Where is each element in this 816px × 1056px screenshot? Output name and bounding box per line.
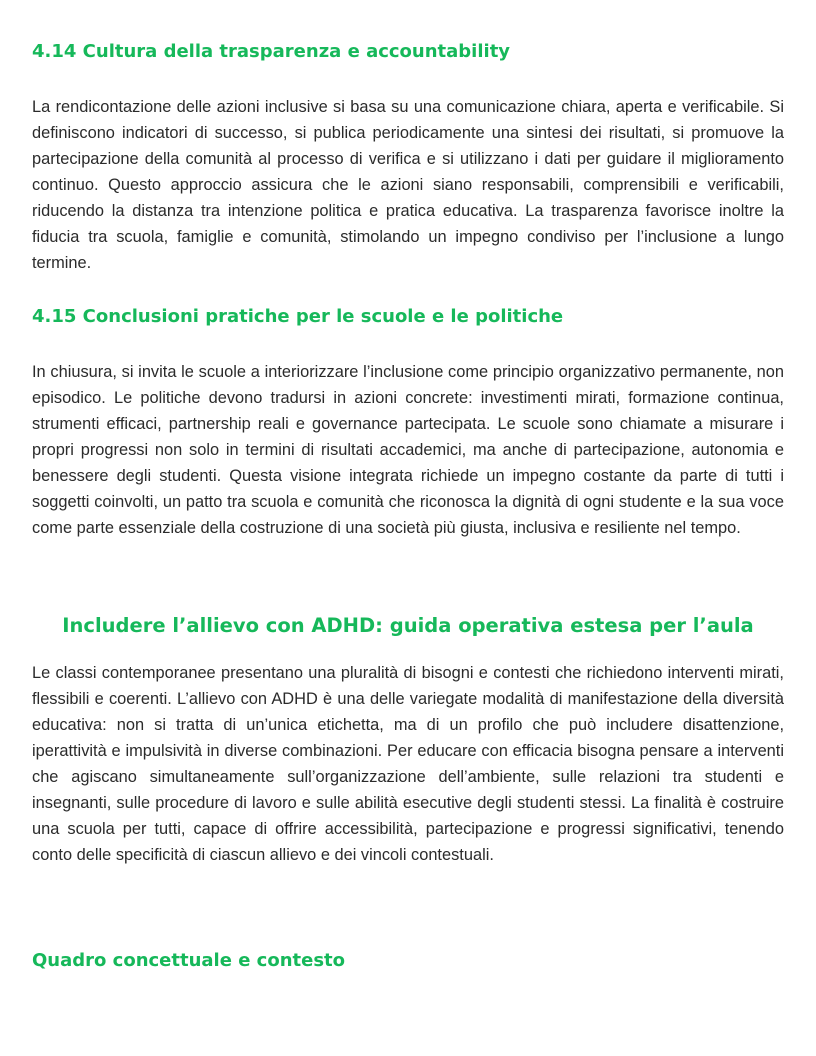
section-paragraph-4-14: La rendicontazione delle azioni inclusive si basa su una comunicazione chiara, aperta e verificabile. Si definiscono indicatori di successo, si publica periodicamente una sintesi dei risultati, si promuove la partecipazione della comunità al processo di verifica e si utilizzano i dati per guidare il miglioramento continuo. Questo approccio assicura che le azioni siano responsabili, comprensibili e verificabili, riducendo la distanza tra intenzione politica e pratica educativa. La trasparenza favorisce inoltre la fiducia tra scuola, famiglie e comunità, stimolando un impegno condiviso per l’inclusione a lungo termine. [32, 98, 784, 272]
section-heading-4-15: 4.15 Conclusioni pratiche per le scuole e le politiche [32, 306, 564, 327]
chapter-title-adhd: Includere l’allievo con ADHD: guida operativa estesa per l’aula [62, 614, 754, 637]
section-heading-4-14: 4.14 Cultura della trasparenza e accountability [32, 41, 511, 62]
section-paragraph-4-15: In chiusura, si invita le scuole a interiorizzare l’inclusione come principio organizzativo permanente, non episodico. Le politiche devono tradursi in azioni concrete: investimenti mirati, formazione continua, strumenti efficaci, partnership reali e governance partecipata. Le scuole sono chiamate a misurare i propri progressi non solo in termini di risultati accademici, ma anche di partecipazione, autonomia e benessere degli studenti. Questa visione integrata richiede un impegno costante da parte di tutti i soggetti coinvolti, un patto tra scuola e comunità che riconosca la dignità di ogni studente e la sua voce come parte essenziale della costruzione di una società più giusta, inclusiva e resiliente nel tempo. [32, 363, 784, 537]
section-heading-quadro: Quadro concettuale e contesto [32, 950, 346, 971]
chapter-intro-paragraph: Le classi contemporanee presentano una pluralità di bisogni e contesti che richiedono interventi mirati, flessibili e coerenti. L’allievo con ADHD è una delle variegate modalità di manifestazione della diversità educativa: non si tratta di un’unica etichetta, ma di un profilo che può includere disattenzione, iperattività e impulsività in diverse combinazioni. Per educare con efficacia bisogna pensare a interventi che agiscano simultaneamente sull’organizzazione dell’ambiente, sulle relazioni tra studenti e insegnanti, sulle procedure di lavoro e sulle abilità esecutive degli studenti stessi. La finalità è costruire una scuola per tutti, capace di offrire accessibilità, partecipazione e progressi significativi, tenendo conto delle specificità di ciascun allievo e dei vincoli contestuali. [32, 664, 784, 864]
